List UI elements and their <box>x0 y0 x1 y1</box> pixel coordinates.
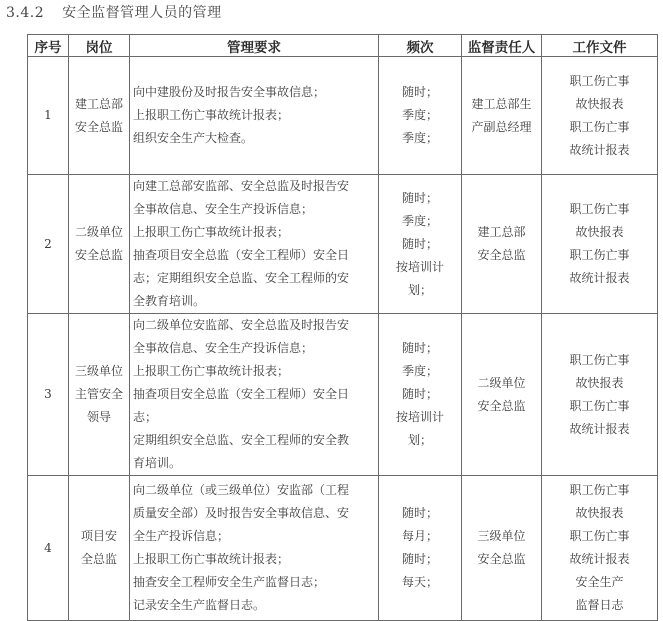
requirement-line: 全生产投诉信息； <box>133 529 230 543</box>
cell-requirements <box>130 57 379 175</box>
requirement-line: 定期组织安全总监、安全工程师的安全教 <box>133 433 350 447</box>
post-line: 主管安全 <box>74 387 123 401</box>
requirement-line: 志；定期组织安全总监、安全工程师的安 <box>133 271 350 285</box>
post-line: 建工总部 <box>74 96 123 111</box>
cell-responsible <box>462 57 542 175</box>
post-line: 领导 <box>86 410 111 424</box>
frequency-line: 随时； <box>401 552 438 566</box>
requirement-line: 上报职工伤亡事故统计报表； <box>133 364 290 378</box>
requirement-line: 志； <box>133 410 158 424</box>
document-line: 职工伤亡事 <box>569 248 630 262</box>
col-header-documents: 工作文件 <box>542 35 658 57</box>
cell-frequency <box>379 476 462 621</box>
section-title <box>6 2 222 22</box>
cell-documents <box>542 57 658 175</box>
document-line: 职工伤亡事 <box>569 398 630 413</box>
responsible-line: 建工总部生 <box>471 96 532 111</box>
table-row <box>28 476 658 621</box>
requirement-line: 向二级单位（或三级单位）安监部（工程 <box>133 483 350 497</box>
table-row <box>28 314 658 476</box>
cell-no: 1 <box>28 57 69 175</box>
table-header-row <box>28 35 658 57</box>
safety-management-table <box>27 34 658 621</box>
requirement-line: 全事故信息、安全生产投诉信息； <box>133 202 314 216</box>
requirement-line: 记录安全生产监督日志。 <box>133 598 266 612</box>
post-line: 全总监 <box>80 552 117 566</box>
cell-no: 2 <box>28 175 69 314</box>
table-row <box>28 57 658 175</box>
document-line: 安全生产 <box>575 575 624 589</box>
section-heading: 安全监督管理人员的管理 <box>62 5 222 21</box>
col-header-responsible: 监督责任人 <box>462 35 542 57</box>
responsible-line: 安全总监 <box>477 248 526 262</box>
requirement-line: 向二级单位安监部、安全总监及时报告安 <box>133 318 350 332</box>
cell-frequency <box>379 314 462 476</box>
requirement-line: 全事故信息、安全生产投诉信息； <box>133 341 314 355</box>
post-line: 项目安 <box>80 529 117 543</box>
document-line: 故统计报表 <box>569 421 630 436</box>
requirement-line: 上报职工伤亡事故统计报表； <box>133 108 290 122</box>
requirement-line: 组织安全生产大检查。 <box>133 131 254 145</box>
cell-frequency <box>379 57 462 175</box>
requirement-line: 上报职工伤亡事故统计报表； <box>133 225 290 239</box>
col-header-frequency: 频次 <box>379 35 462 57</box>
responsible-line: 二级单位 <box>477 375 526 390</box>
document-line: 故快报表 <box>575 225 624 239</box>
document-line: 故统计报表 <box>569 142 630 157</box>
cell-post <box>69 476 130 621</box>
frequency-line: 按培训计 <box>395 259 444 274</box>
document-line: 职工伤亡事 <box>569 119 630 134</box>
requirement-line: 抽查项目安全总监（安全工程师）安全日 <box>133 248 350 262</box>
frequency-line: 随时； <box>401 85 438 99</box>
cell-post <box>69 57 130 175</box>
cell-documents <box>542 175 658 314</box>
cell-no: 4 <box>28 476 69 621</box>
requirement-line: 向中建股份及时报告安全事故信息； <box>133 85 326 99</box>
frequency-line: 季度； <box>401 108 438 122</box>
frequency-line: 随时； <box>401 387 438 401</box>
col-header-post: 岗位 <box>69 35 130 57</box>
cell-requirements <box>130 476 379 621</box>
frequency-line: 随时； <box>401 341 438 355</box>
responsible-line: 产副总经理 <box>471 119 532 134</box>
cell-frequency <box>379 175 462 314</box>
responsible-line: 建工总部 <box>477 225 526 239</box>
responsible-line: 安全总监 <box>477 398 526 413</box>
document-line: 职工伤亡事 <box>569 529 630 543</box>
cell-documents <box>542 314 658 476</box>
cell-no: 3 <box>28 314 69 476</box>
document-line: 故快报表 <box>575 375 624 390</box>
requirement-line: 质量安全部）及时报告安全事故信息、安 <box>133 506 350 520</box>
frequency-line: 划； <box>407 433 432 447</box>
document-line: 故统计报表 <box>569 552 630 566</box>
frequency-line: 随时； <box>401 506 438 520</box>
responsible-line: 安全总监 <box>477 552 526 566</box>
frequency-line: 季度； <box>401 364 438 378</box>
document-line: 职工伤亡事 <box>569 352 630 367</box>
section-number: 3.4.2 <box>6 5 45 21</box>
document-line: 职工伤亡事 <box>569 483 630 497</box>
frequency-line: 按培训计 <box>395 410 444 424</box>
cell-documents <box>542 476 658 621</box>
frequency-line: 划； <box>407 282 432 297</box>
frequency-line: 每天； <box>401 575 438 589</box>
col-header-no: 序号 <box>28 35 69 57</box>
frequency-line: 随时； <box>401 190 438 205</box>
requirement-line: 育培训。 <box>133 456 182 470</box>
post-line: 安全总监 <box>74 119 123 134</box>
document-line: 故统计报表 <box>569 271 630 285</box>
requirement-line: 抽查安全工程师安全生产监督日志； <box>133 575 326 589</box>
document-line: 监督日志 <box>575 598 624 612</box>
frequency-line: 随时； <box>401 236 438 251</box>
cell-responsible <box>462 175 542 314</box>
requirement-line: 抽查项目安全总监（安全工程师）安全日 <box>133 387 350 401</box>
responsible-line: 三级单位 <box>477 529 526 543</box>
document-line: 故快报表 <box>575 96 624 111</box>
table-row <box>28 175 658 314</box>
cell-post <box>69 175 130 314</box>
document-line: 故快报表 <box>575 506 624 520</box>
frequency-line: 每月； <box>401 529 438 543</box>
cell-requirements <box>130 314 379 476</box>
post-line: 二级单位 <box>74 225 123 239</box>
document-line: 职工伤亡事 <box>569 73 630 88</box>
requirement-line: 全教育培训。 <box>133 294 206 308</box>
cell-responsible <box>462 476 542 621</box>
requirement-line: 上报职工伤亡事故统计报表； <box>133 552 290 566</box>
document-line: 职工伤亡事 <box>569 202 630 216</box>
frequency-line: 季度； <box>401 213 438 228</box>
requirement-line: 向建工总部安监部、安全总监及时报告安 <box>133 179 350 193</box>
cell-requirements <box>130 175 379 314</box>
post-line: 安全总监 <box>74 248 123 262</box>
post-line: 三级单位 <box>74 364 123 378</box>
cell-post <box>69 314 130 476</box>
frequency-line: 季度； <box>401 131 438 145</box>
col-header-requirements: 管理要求 <box>130 35 379 57</box>
cell-responsible <box>462 314 542 476</box>
